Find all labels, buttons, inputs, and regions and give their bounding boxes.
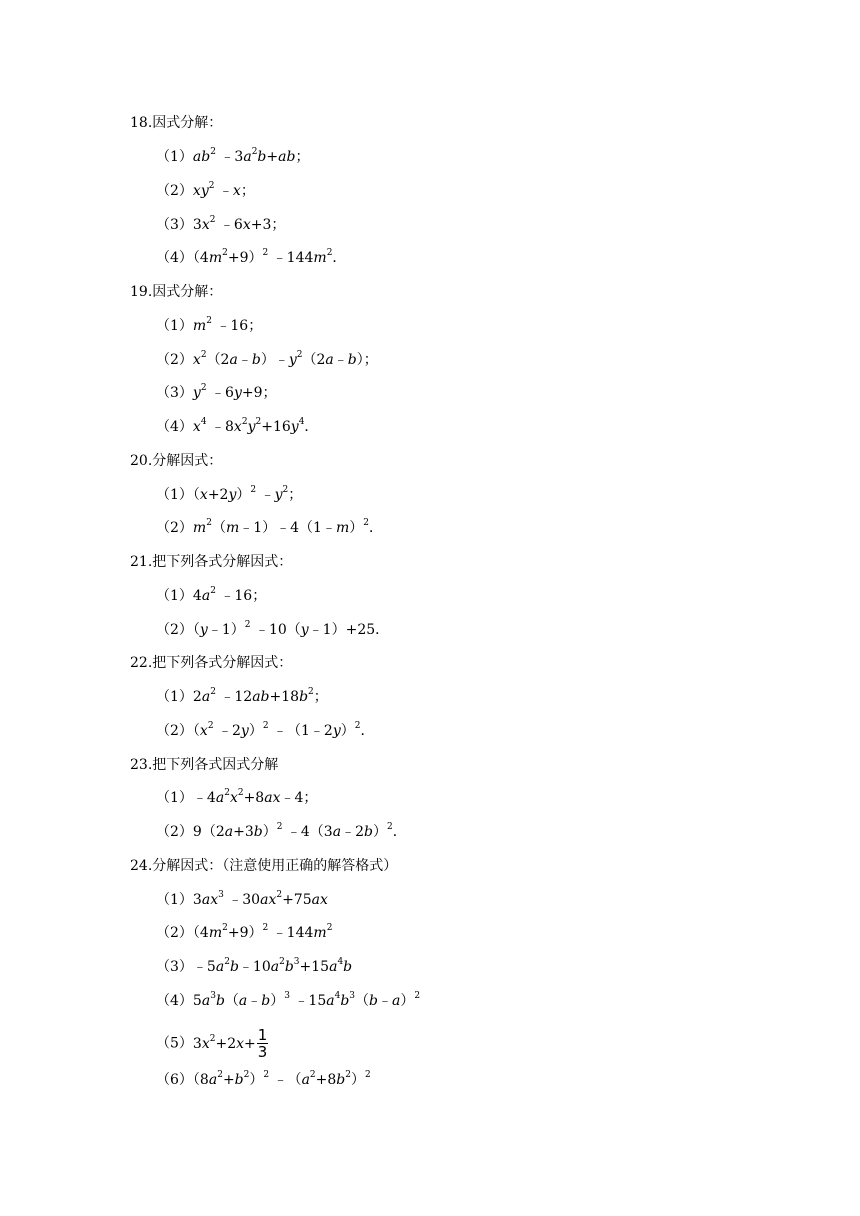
part-label: （2） — [156, 723, 193, 739]
expression: $3ax^3$ $﹣30ax^2+75ax$ — [192, 890, 328, 908]
part-label: （2） — [156, 520, 193, 536]
question-title: 分解因式：（注意使用正确的解答格式） — [152, 858, 398, 874]
question-24-part-2 — [156, 923, 332, 943]
question-24-part-6 — [156, 1070, 371, 1090]
question-number: 21. — [130, 554, 153, 570]
question-24-part-3 — [156, 957, 352, 977]
expression: $﹣5a^2b﹣10a^2b^3+15a^4b$ — [192, 957, 353, 975]
expression: $(4m^2+9)^2$ $﹣144m^2$． — [192, 248, 347, 266]
part-label: （6） — [156, 1072, 193, 1088]
part-label: （1） — [156, 487, 193, 503]
question-19-part-4 — [156, 417, 318, 437]
question-title: 把下列各式分解因式： — [152, 554, 293, 570]
question-18-part-3 — [156, 215, 285, 235]
question-title: 分解因式： — [152, 453, 223, 469]
question-22-part-2 — [156, 721, 375, 741]
question-number: 22. — [130, 655, 153, 671]
part-label: （4） — [156, 419, 193, 435]
question-18-heading — [130, 113, 222, 133]
question-23-part-2 — [156, 822, 407, 842]
question-21-part-1 — [156, 586, 266, 606]
question-title: 因式分解： — [152, 284, 223, 300]
expression: $2a^2$ $﹣12ab+18b^2$； — [192, 687, 328, 705]
part-label: （2） — [156, 622, 193, 638]
question-21-heading — [130, 552, 292, 572]
part-label: （1） — [156, 892, 193, 908]
expression: $m^2$ ﹣16； — [192, 316, 263, 334]
part-label: （4） — [156, 250, 193, 266]
fraction-numerator: 1 — [257, 1026, 268, 1044]
question-20-heading — [130, 451, 222, 471]
part-label: （3） — [156, 959, 193, 975]
question-19-heading — [130, 282, 222, 302]
expression: $x^4$ $﹣8x^2y^2+16y^4$． — [192, 417, 319, 435]
part-label: （2） — [156, 183, 193, 199]
expression: $9(2a+3b)^2$ ﹣4（3a﹣2b）$^2$． — [192, 822, 407, 840]
expression: $y^2$ ﹣6y+9； — [192, 383, 277, 401]
expression: （y﹣1）$^2$ ﹣10（y﹣1）+25． — [192, 620, 390, 638]
question-title: 把下列各式因式分解 — [152, 757, 279, 773]
expression: $5a^3b(a﹣b)^3$ $﹣15a^4b^3(b﹣a)^2$ — [192, 991, 421, 1009]
part-label: （1） — [156, 790, 193, 806]
question-24-part-5 — [156, 1027, 268, 1060]
part-label: （4） — [156, 993, 193, 1009]
expression: $m^2(m﹣1)﹣4(1﹣m)^2$． — [192, 518, 383, 536]
part-label: （3） — [156, 217, 193, 233]
expression: （$x^2$ ﹣2y）$^2$ ﹣（1﹣2y）$^2$． — [192, 721, 375, 739]
question-19-part-1 — [156, 316, 262, 336]
question-number: 19. — [130, 284, 153, 300]
part-label: （2） — [156, 352, 193, 368]
question-24-part-4 — [156, 991, 420, 1011]
expression: $xy^2$ ﹣x； — [192, 181, 255, 199]
part-label: （5） — [156, 1035, 193, 1052]
part-label: （1） — [156, 588, 193, 604]
question-title: 因式分解： — [152, 115, 223, 131]
question-18-part-1 — [156, 147, 309, 167]
question-18-part-4 — [156, 248, 346, 268]
fraction-denominator: 3 — [257, 1043, 268, 1061]
expression: $ab^2$ $﹣3a^2b+ab$； — [192, 147, 310, 165]
expression: $x^2(2a﹣b)﹣y^2(2a﹣b)$； — [192, 350, 378, 368]
question-19-part-3 — [156, 383, 277, 403]
question-title: 把下列各式分解因式： — [152, 655, 293, 671]
question-18-part-2 — [156, 181, 255, 201]
expression: $﹣4a^2x^2+8ax﹣4$； — [192, 788, 318, 806]
part-label: （3） — [156, 385, 193, 401]
expression: $(x+2y)^2$ $﹣y^2$； — [192, 485, 303, 503]
expression: $4a^2$ ﹣16； — [192, 586, 267, 604]
question-number: 18. — [130, 115, 153, 131]
part-label: （1） — [156, 149, 193, 165]
question-number: 24. — [130, 858, 153, 874]
question-19-part-2 — [156, 350, 378, 370]
question-22-part-1 — [156, 687, 328, 707]
part-label: （2） — [156, 925, 193, 941]
expression: $3x^2$ ﹣6x+3； — [192, 215, 286, 233]
question-21-part-2 — [156, 620, 389, 640]
question-23-heading — [130, 755, 278, 775]
expression: $(4m^2+9)^2$ $﹣144m^2$ — [192, 923, 333, 941]
question-20-part-1 — [156, 485, 302, 505]
question-24-part-1 — [156, 890, 328, 910]
question-22-heading — [130, 653, 292, 673]
part-label: （1） — [156, 689, 193, 705]
question-number: 20. — [130, 453, 153, 469]
question-20-part-2 — [156, 518, 383, 538]
expression: $(8a^2+b^2)^2$ $﹣(a^2+8b^2)^2$ — [192, 1070, 371, 1088]
part-label: （1） — [156, 318, 193, 334]
question-23-part-1 — [156, 788, 317, 808]
question-24-heading — [130, 856, 397, 876]
expression: $3x^2+2x+$ $\frac{1}{3}$ — [192, 1026, 268, 1061]
part-label: （2） — [156, 824, 193, 840]
question-number: 23. — [130, 757, 153, 773]
fraction — [257, 1027, 269, 1060]
